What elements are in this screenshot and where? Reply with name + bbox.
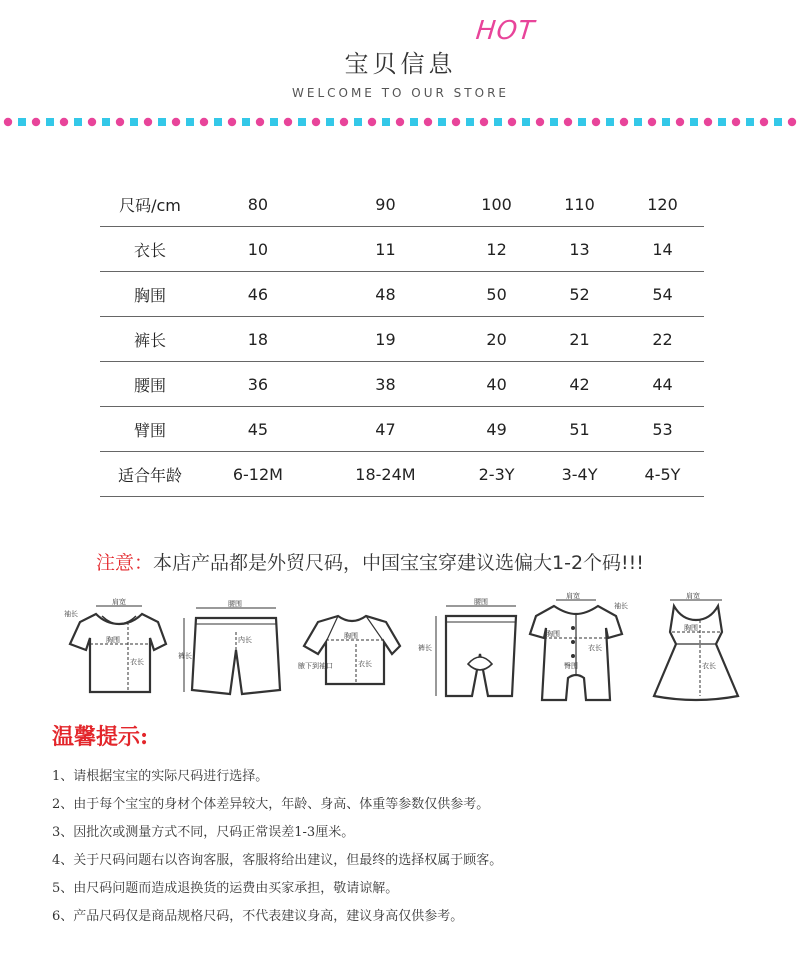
divider-dot [116,118,124,126]
divider-dot [592,118,600,126]
table-cell: 51 [538,407,621,452]
divider-square [46,118,54,126]
garment-label: 胸围 [546,630,560,638]
table-cell: 48 [316,272,455,317]
table-cell: 46 [200,272,316,317]
size-table [100,182,704,497]
table-cell: 38 [316,362,455,407]
divider-square [438,118,446,126]
divider-dot [284,118,292,126]
size-notice [96,548,644,575]
tshirt-icon [62,592,172,702]
row-label: 腰围 [100,362,200,407]
table-cell: 11 [316,227,455,272]
row-label: 适合年龄 [100,452,200,497]
garment-label: 裤长 [178,652,192,660]
table-header-cell: 80 [200,182,316,227]
tips-title: 温馨提示: [52,724,149,750]
divider-dot [172,118,180,126]
divider-square [130,118,138,126]
garment-label: 腋下到袖口 [298,662,333,670]
tip-item: 5、由尺码问题而造成退换货的运费由买家承担，敬请谅解。 [52,881,399,896]
tip-item: 1、请根据宝宝的实际尺码进行选择。 [52,769,269,784]
divider-square [466,118,474,126]
divider-dot [760,118,768,126]
divider-dot [144,118,152,126]
garment-label: 衣长 [358,660,372,668]
tip-item: 6、产品尺码仅是商品规格尺码，不代表建议身高，建议身高仅供参考。 [52,909,464,924]
table-row [100,317,704,362]
row-label: 衣长 [100,227,200,272]
table-cell: 49 [455,407,538,452]
divider-square [606,118,614,126]
table-header-cell: 100 [455,182,538,227]
table-cell: 13 [538,227,621,272]
raglan-shirt-icon [296,592,406,702]
divider-dot [88,118,96,126]
tips-list [52,766,502,934]
divider-dot [340,118,348,126]
table-row [100,362,704,407]
divider-square [354,118,362,126]
table-cell: 21 [538,317,621,362]
table-row [100,452,704,497]
divider-square [382,118,390,126]
table-cell: 3-4Y [538,452,621,497]
divider-square [410,118,418,126]
table-cell: 20 [455,317,538,362]
divider-square [242,118,250,126]
divider-dot [648,118,656,126]
garment-label: 衣长 [702,662,716,670]
table-cell: 4-5Y [621,452,704,497]
page-subtitle: WELCOME TO OUR STORE [292,86,509,100]
table-cell: 47 [316,407,455,452]
tip-item: 4、关于尺码问题右以咨询客服，客服将给出建议，但最终的选择权属于顾客。 [52,853,503,868]
table-row [100,272,704,317]
garment-label: 肩宽 [112,598,126,606]
divider-dot [200,118,208,126]
page-title: 宝贝信息 [344,50,457,78]
table-header-cell: 90 [316,182,455,227]
table-cell: 44 [621,362,704,407]
divider-square [746,118,754,126]
divider-dot [256,118,264,126]
divider-square [158,118,166,126]
divider-square [102,118,110,126]
table-cell: 52 [538,272,621,317]
table-cell: 10 [200,227,316,272]
garment-label: 胸围 [344,632,358,640]
dotted-divider [0,116,801,128]
garment-label: 裤长 [418,644,432,652]
garment-label: 内长 [238,636,252,644]
divider-square [634,118,642,126]
divider-dot [32,118,40,126]
notice-label: 注意： [96,552,154,574]
garment-label: 衣长 [130,658,144,666]
size-table-header-row [100,182,704,227]
garment-label: 腰围 [474,598,488,606]
garment-label: 臀围 [564,662,578,670]
divider-square [690,118,698,126]
table-cell: 14 [621,227,704,272]
table-cell: 22 [621,317,704,362]
divider-dot [424,118,432,126]
hot-badge: HOT [474,16,537,46]
table-cell: 18 [200,317,316,362]
divider-square [18,118,26,126]
notice-text: 本店产品都是外贸尺码，中国宝宝穿建议选偏大1-2个码!!! [153,552,644,574]
garment-label: 胸围 [106,636,120,644]
divider-dot [452,118,460,126]
table-header-cell: 120 [621,182,704,227]
divider-square [186,118,194,126]
divider-dot [732,118,740,126]
divider-dot [4,118,12,126]
divider-dot [508,118,516,126]
table-cell: 36 [200,362,316,407]
pants-icon [416,592,526,702]
divider-square [214,118,222,126]
garment-label: 肩宽 [686,592,700,600]
divider-square [662,118,670,126]
table-cell: 42 [538,362,621,407]
garment-label: 袖长 [64,610,78,618]
garment-label: 腰围 [228,600,242,608]
table-cell: 40 [455,362,538,407]
table-header-cell: 尺码/cm [100,182,200,227]
table-cell: 6-12M [200,452,316,497]
tip-item: 2、由于每个宝宝的身材个体差异较大，年龄、身高、体重等参数仅供参考。 [52,797,490,812]
table-cell: 19 [316,317,455,362]
row-label: 臂围 [100,407,200,452]
tip-item: 3、因批次或测量方式不同，尺码正常误差1-3厘米。 [52,825,355,840]
table-cell: 53 [621,407,704,452]
divider-square [494,118,502,126]
divider-square [74,118,82,126]
table-row [100,227,704,272]
garment-label: 肩宽 [566,592,580,600]
divider-dot [620,118,628,126]
divider-dot [704,118,712,126]
row-label: 裤长 [100,317,200,362]
garment-label: 胸围 [684,624,698,632]
divider-square [578,118,586,126]
divider-dot [228,118,236,126]
divider-dot [312,118,320,126]
table-cell: 2-3Y [455,452,538,497]
divider-dot [368,118,376,126]
divider-square [298,118,306,126]
divider-dot [60,118,68,126]
table-cell: 45 [200,407,316,452]
divider-dot [788,118,796,126]
table-cell: 18-24M [316,452,455,497]
divider-square [774,118,782,126]
romper-icon [526,592,636,702]
table-cell: 50 [455,272,538,317]
table-cell: 12 [455,227,538,272]
divider-square [270,118,278,126]
divider-dot [396,118,404,126]
divider-square [326,118,334,126]
divider-square [522,118,530,126]
table-cell: 54 [621,272,704,317]
divider-dot [564,118,572,126]
divider-square [550,118,558,126]
table-row [100,407,704,452]
divider-dot [480,118,488,126]
garment-label: 袖长 [614,602,628,610]
row-label: 胸围 [100,272,200,317]
divider-dot [536,118,544,126]
table-header-cell: 110 [538,182,621,227]
garment-label: 衣长 [588,644,602,652]
divider-dot [676,118,684,126]
divider-square [718,118,726,126]
shorts-icon [176,592,286,702]
dress-icon [640,592,750,702]
